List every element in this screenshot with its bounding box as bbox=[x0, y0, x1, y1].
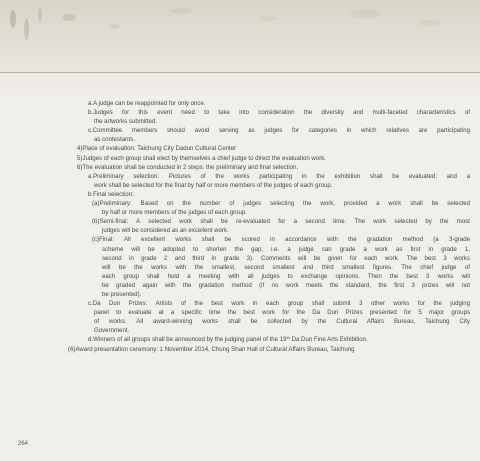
text-line bbox=[68, 345, 470, 354]
text-line-content: as contestants. bbox=[94, 136, 135, 144]
text-line-content: second in grade 2 and third in grade 3). Comments will be given for each work. The best 3 works bbox=[102, 254, 470, 262]
text-line bbox=[94, 317, 470, 326]
text-line bbox=[102, 245, 470, 254]
text-line bbox=[94, 326, 470, 335]
text-line-content: be presented). bbox=[102, 290, 142, 298]
text-line bbox=[102, 254, 470, 263]
text-line-content: b.Judges for this event need to take into consideration the diversity and multi-faceted characteristics of bbox=[88, 109, 470, 117]
text-line-content: a.A judge can be reappointed for only once. bbox=[88, 100, 206, 107]
text-line bbox=[102, 290, 470, 299]
text-line bbox=[88, 172, 470, 181]
text-line bbox=[88, 335, 470, 344]
header-ink-painting-banner bbox=[0, 0, 480, 95]
text-line bbox=[88, 99, 470, 108]
page-number: 264 bbox=[18, 441, 29, 447]
text-line bbox=[92, 235, 470, 244]
text-line-content: Government. bbox=[94, 327, 130, 335]
text-line-content: 4)Place of evaluation: Taichung City Dadun Cultural Center bbox=[77, 145, 237, 153]
text-line-content: panel to evaluate at a specific time the best work for the Da Dun Prizes presented for 5 major groups bbox=[94, 309, 470, 317]
text-line-content: by half or more members of the judges of each group. bbox=[102, 209, 247, 217]
text-line-content: 5)Judges of each group shall elect by themselves a chief judge to direct the evaluation work. bbox=[77, 154, 326, 162]
text-line-content: the artworks submitted. bbox=[94, 118, 157, 126]
text-line-content: will be the works with the smallest, second smallest and third smallest figures. The chief judge of bbox=[102, 263, 470, 271]
text-line bbox=[102, 208, 470, 217]
text-line bbox=[102, 263, 470, 272]
text-line bbox=[88, 108, 470, 117]
text-line-content: (a)Preliminary: Based on the number of judges selecting the work, provided a work shall be selected bbox=[92, 200, 470, 208]
text-line bbox=[77, 163, 470, 172]
text-line bbox=[88, 126, 470, 135]
text-line-content: (6)Award presentation ceremony: 1 November 2014, Chung Shan Hall of Cultural Affairs Bureau, Taichung bbox=[68, 345, 355, 353]
text-line bbox=[94, 135, 470, 144]
text-line-content: be graded again with the gradation method (if no work meets the standard, the first 3 prizes will not bbox=[102, 281, 470, 289]
text-line bbox=[92, 199, 470, 208]
ordinal-suffix: th bbox=[286, 335, 290, 341]
text-line-content: c.Committee members should avoid serving as judges for categories in which relatives are participating bbox=[88, 127, 470, 135]
text-line bbox=[94, 181, 470, 190]
text-line bbox=[88, 190, 470, 199]
text-line bbox=[77, 154, 470, 163]
text-line bbox=[94, 308, 470, 317]
text-line-content: of works. All award-winning works shall be collected by the Cultural Affairs Bureau, Taichung City bbox=[94, 318, 470, 326]
text-line-content: each group shall hold a meeting with all judges to exchange opinions. Then the best 3 works will bbox=[102, 272, 470, 280]
text-line-content: d.Winners of all groups shall be announced by the judging panel of the 19 bbox=[88, 336, 287, 344]
header-divider bbox=[0, 72, 480, 73]
text-line-content: c.Da Dun Prizes: Artists of the best work in each group shall submit 3 other works for the judging bbox=[88, 300, 470, 308]
text-line-content: (b)Semi-final: A selected work shall be re-evaluated for a second time. The work selected by the most bbox=[92, 218, 470, 226]
text-line-tail: Da Dun Fine Arts Exhibition. bbox=[289, 336, 368, 344]
text-line bbox=[77, 144, 470, 153]
text-line-content: judges will be considered as an excellent work. bbox=[102, 227, 229, 235]
text-line-content: work shall be selected for the final by half or more members of the judges of each group. bbox=[94, 181, 333, 189]
text-line bbox=[102, 281, 470, 290]
text-line bbox=[92, 217, 470, 226]
text-line-content: (c)Final: All excellent works shall be scored in accordance with the gradation method (a 3-grade bbox=[92, 236, 470, 244]
text-line bbox=[94, 117, 470, 126]
text-line bbox=[102, 272, 470, 281]
text-line bbox=[88, 299, 470, 308]
text-line-content: scheme will be adopted to shorten the gap; i.e. a judge can grade a work as first in grade 1, bbox=[102, 245, 470, 253]
text-line-content: a.Preliminary selection: Pictures of the works participating in the exhibition shall be evaluated; and a bbox=[88, 172, 470, 180]
text-line-content: 6)The evaluation shall be conducted in 2 steps: the preliminary and final selection. bbox=[77, 163, 299, 171]
document-body bbox=[58, 99, 470, 354]
text-line bbox=[102, 226, 470, 235]
text-line-content: b.Final selection: bbox=[88, 190, 134, 198]
